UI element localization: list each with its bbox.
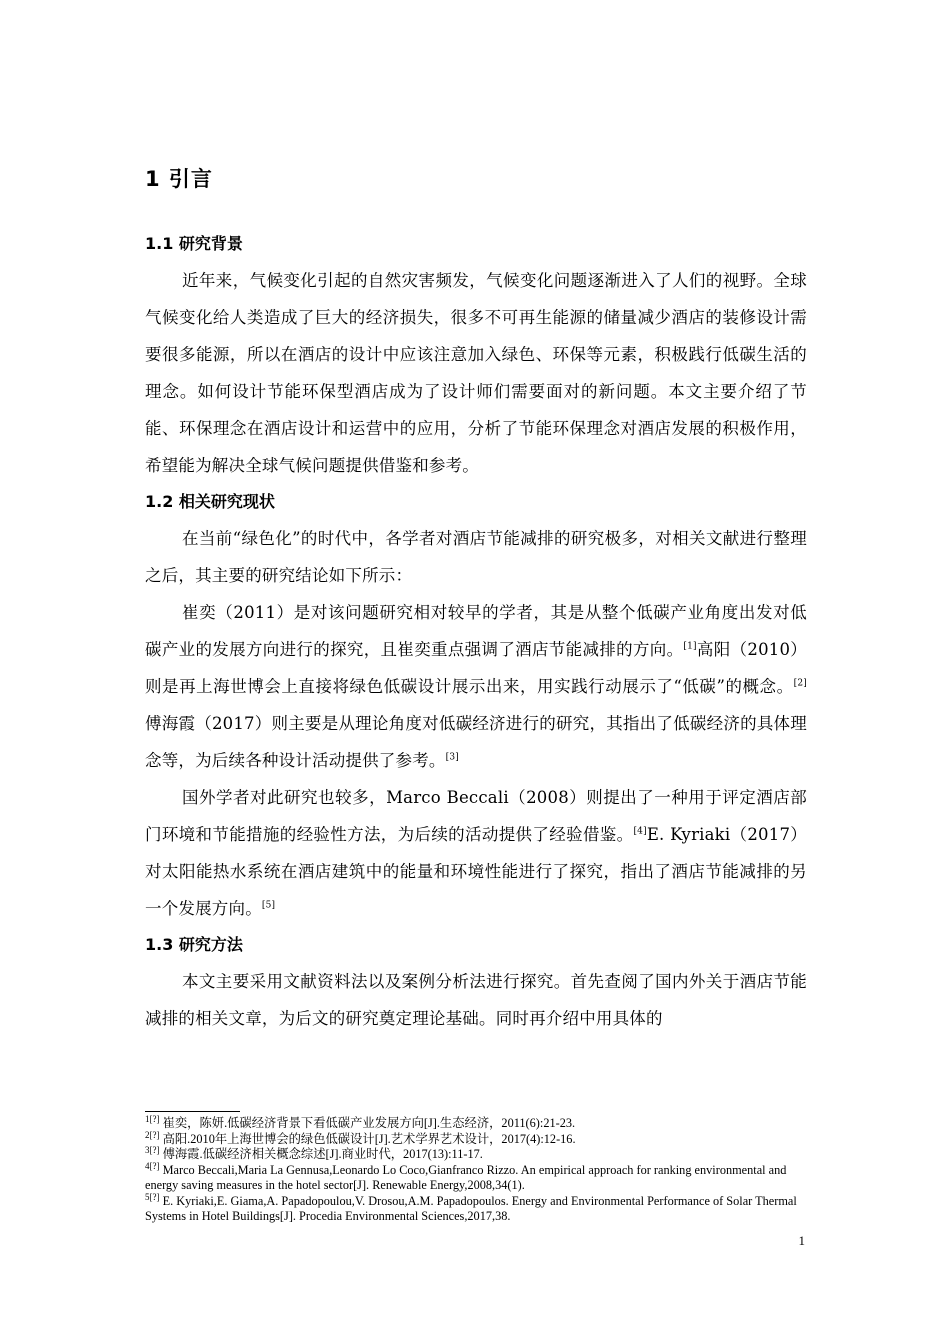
footnote bbox=[145, 1191, 805, 1225]
page-content bbox=[145, 162, 807, 1037]
footnote-mark: 5[?] bbox=[145, 1191, 160, 1202]
paragraph-text: 高阳（2010）则是再上海世博会上直接将绿色低碳设计展示出来，用实践行动展示了“低碳”的概念。 bbox=[145, 640, 807, 696]
footnote-text: Marco Beccali,Maria La Gennusa,Leonardo Lo Coco,Gianfranco Rizzo. An empirical approach for ranking environmental and energy saving measures in the hotel sector[J]. Renewable Energy,2008,34(1). bbox=[145, 1162, 787, 1192]
paragraph-text: E. Kyriaki（2017）对太阳能热水系统在酒店建筑中的能量和环境性能进行了探究，指出了酒店节能减排的另一个发展方向。 bbox=[145, 825, 807, 918]
footnote-ref[interactable]: [1] bbox=[683, 641, 697, 652]
footnote bbox=[145, 1160, 805, 1194]
footnote bbox=[145, 1129, 805, 1148]
paragraph bbox=[145, 594, 807, 779]
paragraph: 近年来，气候变化引起的自然灾害频发，气候变化问题逐渐进入了人们的视野。全球气候变化给人类造成了巨大的经济损失，很多不可再生能源的储量减少酒店的装修设计需要很多能源，所以在酒店的设计中应该注意加入绿色、环保等元素，积极践行低碳生活的理念。如何设计节能环保型酒店成为了设计师们需要面对的新问题。本文主要介绍了节能、环保理念在酒店设计和运营中的应用，分析了节能环保理念对酒店发展的积极作用，希望能为解决全球气候问题提供借鉴和参考。 bbox=[145, 271, 807, 475]
footnote-text: 高阳.2010年上海世博会的绿色低碳设计[J].艺术学界艺术设计，2017(4):12-16. bbox=[162, 1131, 576, 1146]
footnote-ref[interactable]: [2] bbox=[793, 678, 807, 689]
paragraph-text: 傅海霞（2017）则主要是从理论角度对低碳经济进行的研究，其指出了低碳经济的具体理念等，为后续各种设计活动提供了参考。 bbox=[145, 714, 807, 770]
page-number: 1 bbox=[798, 1233, 805, 1248]
footnote-ref[interactable]: [4] bbox=[633, 826, 647, 837]
footnotes bbox=[145, 1111, 805, 1225]
section-title: 1.2 相关研究现状 bbox=[145, 492, 275, 511]
footnote-mark: 1[?] bbox=[145, 1113, 160, 1124]
paragraph: 在当前“绿色化”的时代中，各学者对酒店节能减排的研究极多，对相关文献进行整理之后，其主要的研究结论如下所示： bbox=[145, 529, 807, 585]
footnote-ref[interactable]: [5] bbox=[261, 900, 276, 911]
section-title: 1.1 研究背景 bbox=[145, 234, 243, 253]
footnote bbox=[145, 1144, 805, 1163]
section-title: 1.3 研究方法 bbox=[145, 935, 243, 954]
chapter-title: 1 引言 bbox=[145, 167, 213, 191]
footnote-mark: 2[?] bbox=[145, 1129, 160, 1140]
footnote-mark: 4[?] bbox=[145, 1160, 160, 1171]
footnote-text: E. Kyriaki,E. Giama,A. Papadopoulou,V. Drosou,A.M. Papadopoulos. Energy and Environmental Performance of Solar Thermal Systems in Hotel Buildings[J]. Procedia Environmental Sciences,2017,38. bbox=[145, 1193, 797, 1223]
paragraph: 本文主要采用文献资料法以及案例分析法进行探究。首先查阅了国内外关于酒店节能减排的相关文章，为后文的研究奠定理论基础。同时再介绍中用具体的 bbox=[145, 972, 807, 1028]
paragraph bbox=[145, 779, 807, 927]
footnote-text: 傅海霞.低碳经济相关概念综述[J].商业时代，2017(13):11-17. bbox=[162, 1147, 483, 1161]
footnote bbox=[145, 1113, 805, 1132]
footnote-text: 崔奕，陈妍.低碳经济背景下看低碳产业发展方向[J].生态经济，2011(6):21-23. bbox=[162, 1116, 576, 1130]
footnote-separator bbox=[145, 1111, 240, 1112]
footnote-mark: 3[?] bbox=[145, 1144, 160, 1155]
paragraph-text: 国外学者对此研究也较多，Marco Beccali（2008）则提出了一种用于评定酒店部门环境和节能措施的经验性方法，为后续的活动提供了经验借鉴。 bbox=[145, 788, 807, 844]
footnote-ref[interactable]: [3] bbox=[445, 752, 459, 763]
paragraph-text: 崔奕（2011）是对该问题研究相对较早的学者，其是从整个低碳产业角度出发对低碳产业的发展方向进行的探究，且崔奕重点强调了酒店节能减排的方向。 bbox=[145, 603, 807, 659]
